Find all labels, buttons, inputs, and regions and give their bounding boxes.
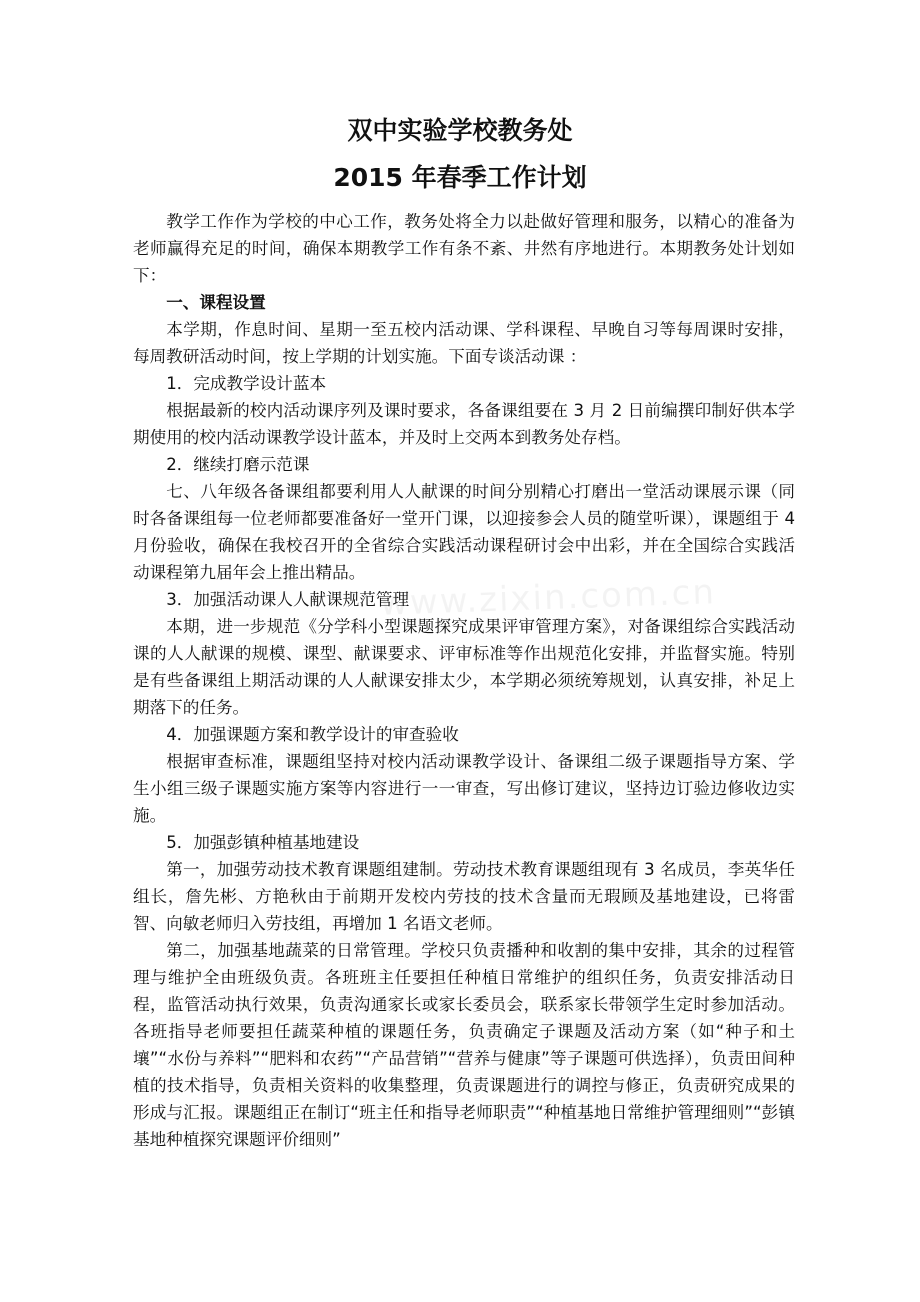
document-body: [133, 208, 795, 1153]
paragraph: 第一，加强劳动技术教育课题组建制。劳动技术教育课题组现有 3 名成员，李英华任组长，詹先彬、方艳秋由于前期开发校内劳技的技术含量而无瑕顾及基地建设，已将雷智、向敏老师归入劳技组，再增加 1 名语文老师。: [133, 860, 795, 933]
paragraph: 根据审查标准，课题组坚持对校内活动课教学设计、备课组二级子课题指导方案、学生小组三级子课题实施方案等内容进行一一审查，写出修订建议，坚持边订验边修收边实施。: [133, 752, 795, 825]
paragraph: 根据最新的校内活动课序列及课时要求，各备课组要在 3 月 2 日前编撰印制好供本学期使用的校内活动课教学设计蓝本，并及时上交两本到教务处存档。: [133, 401, 795, 447]
paragraph: 本期，进一步规范《分学科小型课题探究成果评审管理方案》，对备课组综合实践活动课的人人献课的规模、课型、献课要求、评审标准等作出规范化安排，并监督实施。特别是有些备课组上期活动课的人人献课安排太少，本学期必须统筹规划，认真安排，补足上期落下的任务。: [133, 617, 795, 717]
paragraph: 本学期，作息时间、星期一至五校内活动课、学科课程、早晚自习等每周课时安排，每周教研活动时间，按上学期的计划实施。下面专谈活动课 ：: [133, 320, 795, 366]
paragraph: 1．完成教学设计蓝本: [166, 374, 327, 393]
paragraph: 第二，加强基地蔬菜的日常管理。学校只负责播种和收割的集中安排，其余的过程管理与维护全由班级负责。各班班主任要担任种植日常维护的组织任务，负责安排活动日程，监管活动执行效果，负责沟通家长或家长委员会，联系家长带领学生定时参加活动。各班指导老师要担任蔬菜种植的课题任务，负责确定子课题及活动方案（如“种子和土壤”“水份与养料”“肥料和农药”“产品营销”“营养与健康”等子课题可供选择），负责田间种植的技术指导，负责相关资料的收集整理，负责课题进行的调控与修正，负责研究成果的形成与汇报。课题组正在制订“班主任和指导老师职责”“种植基地日常维护管理细则”“彭镇基地种植探究课题评价细则”: [133, 941, 795, 1149]
paragraph: 七、八年级各备课组都要利用人人献课的时间分别精心打磨出一堂活动课展示课（同时各备课组每一位老师都要准备好一堂开门课，以迎接参会人员的随堂听课），课题组于 4 月份验收，确保在我校召开的全省综合实践活动课程研讨会中出彩，并在全国综合实践活动课程第九届年会上推出精品。: [133, 482, 795, 582]
paragraph: 3．加强活动课人人献课规范管理: [166, 590, 410, 609]
section-heading: 一、课程设置: [166, 293, 266, 312]
document-subtitle: 2015 年春季工作计划: [333, 163, 587, 192]
paragraph: 4．加强课题方案和教学设计的审查验收: [166, 725, 459, 744]
paragraph: 2．继续打磨示范课: [166, 455, 310, 474]
paragraph: 教学工作作为学校的中心工作，教务处将全力以赴做好管理和服务，以精心的准备为老师赢得充足的时间，确保本期教学工作有条不紊、井然有序地进行。本期教务处计划如下：: [133, 212, 795, 285]
document-title: 双中实验学校教务处: [347, 116, 573, 145]
paragraph: 5．加强彭镇种植基地建设: [166, 833, 360, 852]
